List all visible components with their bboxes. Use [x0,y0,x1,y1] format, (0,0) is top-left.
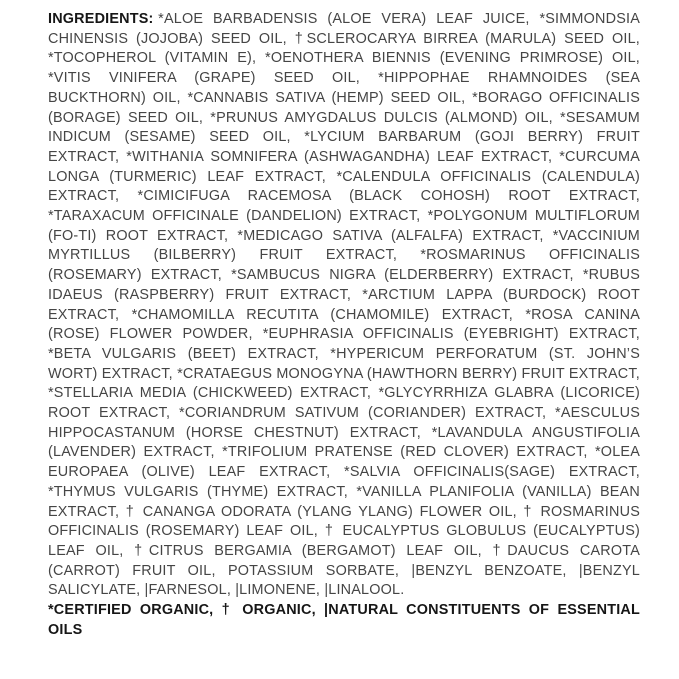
footnote-legend: *CERTIFIED ORGANIC, † ORGANIC, |NATURAL CONSTITUENTS OF ESSENTIAL OILS [48,602,640,638]
ingredients-list: *ALOE BARBADENSIS (ALOE VERA) LEAF JUICE, *SIMMONDSIA CHINENSIS (JOJOBA) SEED OIL, †SCLEROCARYA BIRREA (MARULA) SEED OIL, *TOCOPHEROL (VITAMIN E), *OENOTHERA BIENNIS (EVENING PRIMROSE) OIL, *VITIS VINIFERA (GRAPE) SEED OIL, *HIPPOPHAE RHAMNOIDES (SEA BUCKTHORN) OIL, *CANNABIS SATIVA (HEMP) SEED OIL, *BORAGO OFFICINALIS (BORAGE) SEED OIL, *PRUNUS AMYGDALUS DULCIS (ALMOND) OIL, *SESAMUM INDICUM (SESAME) SEED OIL, *LYCIUM BARBARUM (GOJI BERRY) FRUIT EXTRACT, *WITHANIA SOMNIFERA (ASHWAGANDHA) LEAF EXTRACT, *CURCUMA LONGA (TURMERIC) LEAF EXTRACT, *CALENDULA OFFICINALIS (CALENDULA) EXTRACT, *CIMICIFUGA RACEMOSA (BLACK COHOSH) ROOT EXTRACT, *TARAXACUM OFFICINALE (DANDELION) EXTRACT, *POLYGONUM MULTIFLORUM (FO-TI) ROOT EXTRACT, *MEDICAGO SATIVA (ALFALFA) EXTRACT, *VACCINIUM MYRTILLUS (BILBERRY) FRUIT EXTRACT, *ROSMARINUS OFFICINALIS (ROSEMARY) EXTRACT, *SAMBUCUS NIGRA (ELDERBERRY) EXTRACT, *RUBUS IDAEUS (RASPBERRY) FRUIT EXTRACT, *ARCTIUM LAPPA (BURDOCK) ROOT EXTRACT, *CHAMOMILLA RECUTITA (CHAMOMILE) EXTRACT, *ROSA CANINA (ROSE) FLOWER POWDER, *EUPHRASIA OFFICINALIS (EYEBRIGHT) EXTRACT, *BETA VULGARIS (BEET) EXTRACT, *HYPERICUM PERFORATUM (ST. JOHN’S WORT) EXTRACT, *CRATAEGUS MONOGYNA (HAWTHORN BERRY) FRUIT EXTRACT, *STELLARIA MEDIA (CHICKWEED) EXTRACT, *GLYCYRRHIZA GLABRA (LICORICE) ROOT EXTRACT, *CORIANDRUM SATIVUM (CORIANDER) EXTRACT, *AESCULUS HIPPOCASTANUM (HORSE CHESTNUT) EXTRACT, *LAVANDULA ANGUSTIFOLIA (LAVENDER) EXTRACT, *TRIFOLIUM PRATENSE (RED CLOVER) EXTRACT, *OLEA EUROPAEA (OLIVE) LEAF EXTRACT, *SALVIA OFFICINALIS(SAGE) EXTRACT, *THYMUS VULGARIS (THYME) EXTRACT, *VANILLA PLANIFOLIA (VANILLA) BEAN EXTRACT, † CANANGA ODORATA (YLANG YLANG) FLOWER OIL, † ROSMARINUS OFFICINALIS (ROSEMARY) LEAF OIL, † EUCALYPTUS GLOBULUS (EUCALYPTUS) LEAF OIL, †CITRUS BERGAMIA (BERGAMOT) LEAF OIL, †DAUCUS CAROTA (CARROT) FRUIT OIL, POTASSIUM SORBATE, |BENZYL BENZOATE, |BENZYL SALICYLATE, |FARNESOL, |LIMONENE, |LINALOOL. [48,11,640,599]
ingredients-paragraph [48,10,640,601]
ingredients-heading: INGREDIENTS: [48,11,154,27]
